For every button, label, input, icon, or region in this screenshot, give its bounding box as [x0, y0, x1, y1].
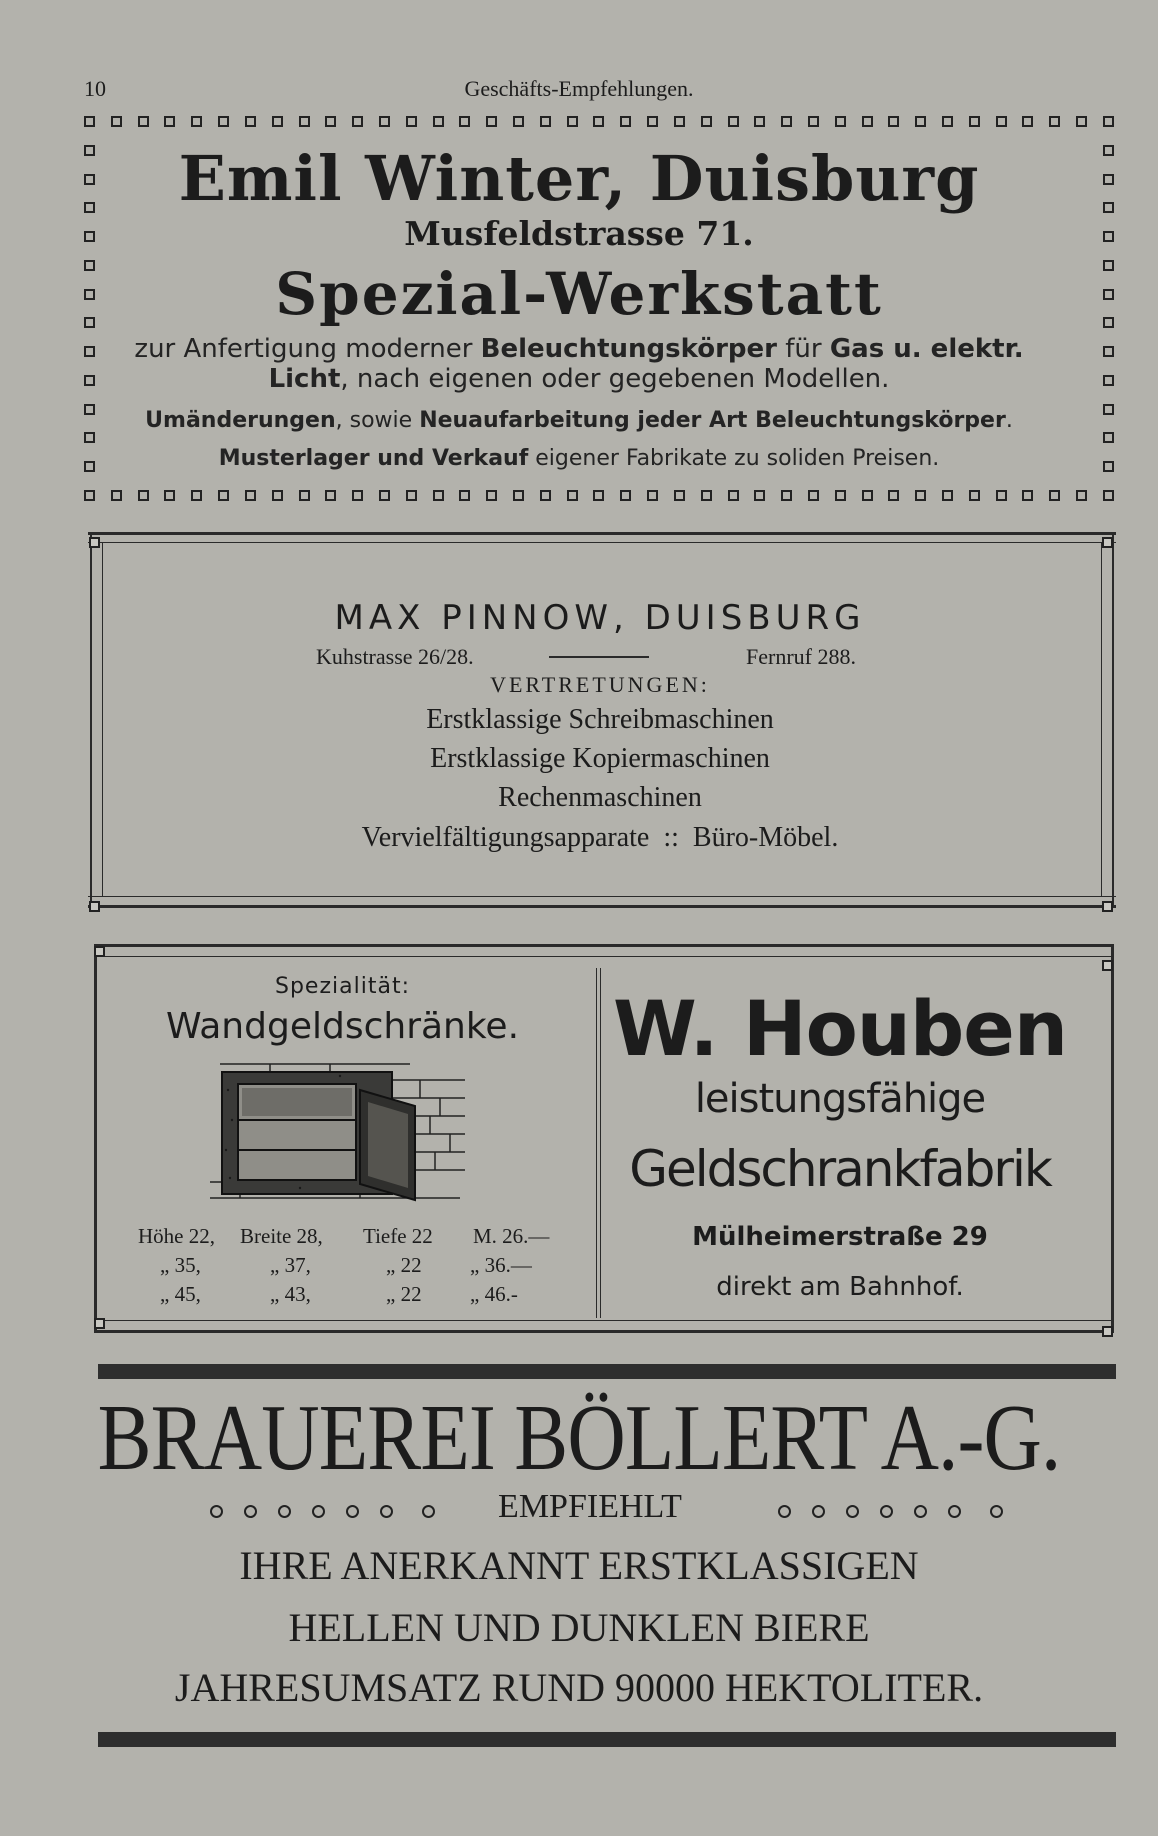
circle-ornament — [990, 1505, 1003, 1518]
square-ornament — [379, 490, 390, 501]
max-heading: VERTRETUNGEN: — [490, 672, 710, 697]
square-ornament — [325, 490, 336, 501]
square-ornament — [84, 490, 95, 501]
square-ornament — [486, 116, 497, 127]
square-ornament — [513, 116, 524, 127]
price-cell: Tiefe 22 — [363, 1224, 433, 1248]
square-ornament — [191, 490, 202, 501]
box-rule-top-inner — [94, 956, 1114, 957]
emil-line-4-a: Musterlager und Verkauf — [218, 446, 529, 471]
price-cell: „ 36.— — [470, 1253, 532, 1277]
circle-ornament — [948, 1505, 961, 1518]
emil-line-1-b: Beleuchtungskörper — [480, 334, 777, 364]
square-ornament — [352, 490, 363, 501]
square-ornament — [218, 490, 229, 501]
price-cell: Breite 28, — [240, 1224, 323, 1248]
square-ornament — [299, 490, 310, 501]
max-item: Erstklassige Kopiermaschinen — [430, 743, 770, 774]
circle-ornament — [778, 1505, 791, 1518]
square-ornament — [701, 116, 712, 127]
running-title: Geschäfts-Empfehlungen. — [464, 76, 694, 101]
square-ornament — [754, 490, 765, 501]
square-ornament — [915, 490, 926, 501]
corner-ornament — [1102, 901, 1113, 912]
square-ornament — [674, 116, 685, 127]
square-ornament — [888, 116, 899, 127]
square-ornament — [433, 490, 444, 501]
circle-ornament — [312, 1505, 325, 1518]
square-ornament — [1049, 116, 1060, 127]
square-ornament — [379, 116, 390, 127]
houben-location: direkt am Bahnhof. — [716, 1272, 964, 1302]
brewery-line-3: JAHRESUMSATZ RUND 90000 HEKTOLITER. — [174, 1665, 984, 1710]
corner-ornament — [89, 901, 100, 912]
specialty-label: Spezialität: — [275, 974, 410, 999]
square-ornament — [808, 490, 819, 501]
square-ornament — [728, 490, 739, 501]
square-ornament — [674, 490, 685, 501]
square-ornament — [620, 116, 631, 127]
square-ornament — [781, 490, 792, 501]
circle-ornament — [210, 1505, 223, 1518]
emil-line-3-a: Umänderungen — [145, 408, 336, 433]
square-ornament — [245, 490, 256, 501]
square-ornament — [835, 116, 846, 127]
square-ornament — [164, 116, 175, 127]
emil-title: Spezial-Werkstatt — [275, 260, 883, 328]
square-ornament — [138, 116, 149, 127]
circle-ornament — [812, 1505, 825, 1518]
square-ornament — [191, 116, 202, 127]
wall-safe-illustration — [210, 1060, 470, 1210]
price-cell: „ 45, — [160, 1282, 201, 1306]
emil-line-1 — [0, 334, 1158, 364]
dark-band-top — [98, 1364, 1116, 1379]
price-cell: M. 26.— — [473, 1224, 550, 1248]
square-ornament — [111, 116, 122, 127]
square-ornament — [325, 116, 336, 127]
emil-name: Emil Winter, Duisburg — [178, 142, 980, 215]
circle-ornament — [278, 1505, 291, 1518]
emil-line-3-d: . — [1005, 408, 1013, 433]
square-ornament — [996, 116, 1007, 127]
price-cell: „ 22 — [386, 1282, 422, 1306]
price-cell: „ 37, — [270, 1253, 311, 1277]
emil-line-2 — [0, 364, 1158, 394]
square-ornament — [1103, 490, 1114, 501]
square-ornament — [862, 116, 873, 127]
circle-ornament — [346, 1505, 359, 1518]
square-ornament — [84, 432, 95, 443]
square-ornament — [969, 490, 980, 501]
square-ornament — [513, 490, 524, 501]
square-ornament — [272, 116, 283, 127]
max-item: Vervielfältigungsapparate :: Büro-Möbel. — [361, 822, 839, 853]
box-rule-right — [1111, 944, 1114, 1333]
column-divider — [596, 968, 597, 1318]
square-ornament — [1049, 490, 1060, 501]
emil-line-1-d: Gas u. elektr. — [829, 334, 1024, 364]
emil-line-2-a: Licht — [268, 364, 341, 394]
square-ornament — [459, 490, 470, 501]
square-ornament — [969, 116, 980, 127]
houben-slogan-1: leistungsfähige — [694, 1076, 986, 1122]
product-name: Wandgeldschränke. — [165, 1006, 520, 1047]
dash-separator — [549, 656, 649, 658]
square-border-bottom — [84, 490, 1114, 501]
corner-ornament — [1102, 960, 1113, 971]
circle-ornament — [880, 1505, 893, 1518]
circle-ornament — [914, 1505, 927, 1518]
square-ornament — [406, 490, 417, 501]
price-cell: „ 35, — [160, 1253, 201, 1277]
emil-line-3 — [0, 408, 1158, 433]
square-ornament — [299, 116, 310, 127]
circle-ornament — [244, 1505, 257, 1518]
square-ornament — [1022, 116, 1033, 127]
square-ornament — [138, 490, 149, 501]
emil-line-3-c: Neuaufarbeitung jeder Art Beleuchtungskörper — [419, 408, 1006, 433]
square-ornament — [245, 116, 256, 127]
houben-street: Mülheimerstraße 29 — [692, 1222, 988, 1252]
square-ornament — [540, 490, 551, 501]
square-ornament — [433, 116, 444, 127]
square-ornament — [942, 490, 953, 501]
brewery-name: BRAUEREI BÖLLERT A.-G. — [97, 1386, 1061, 1490]
box-rule-bottom-inner — [94, 1320, 1114, 1321]
circle-ornament — [380, 1505, 393, 1518]
square-ornament — [218, 116, 229, 127]
box-rule-left — [94, 944, 97, 1333]
square-ornament — [272, 490, 283, 501]
emil-line-4-b: eigener Fabrikate zu soliden Preisen. — [528, 446, 940, 471]
corner-ornament — [89, 537, 100, 548]
max-street: Kuhstrasse 26/28. — [316, 644, 474, 669]
square-ornament — [835, 490, 846, 501]
square-ornament — [996, 490, 1007, 501]
square-ornament — [593, 116, 604, 127]
square-ornament — [567, 490, 578, 501]
square-border-top — [84, 116, 1114, 127]
houben-name: W. Houben — [613, 984, 1067, 1073]
houben-slogan-2: Geldschrankfabrik — [629, 1140, 1051, 1198]
emil-street: Musfeldstrasse 71. — [404, 214, 754, 253]
page-number: 10 — [84, 76, 106, 101]
corner-ornament — [94, 1318, 105, 1329]
emil-line-1-a: zur Anfertigung moderner — [134, 334, 481, 364]
square-ornament — [111, 490, 122, 501]
square-ornament — [942, 116, 953, 127]
square-ornament — [701, 490, 712, 501]
square-ornament — [1076, 490, 1087, 501]
corner-ornament — [1102, 1326, 1113, 1337]
brewery-line-1: IHRE ANERKANNT ERSTKLASSIGEN — [239, 1543, 919, 1588]
recommends-label: EMPFIEHLT — [498, 1488, 682, 1525]
price-cell: „ 22 — [386, 1253, 422, 1277]
brewery-line-2: HELLEN UND DUNKLEN BIERE — [288, 1605, 870, 1650]
square-ornament — [620, 490, 631, 501]
box-rule-bottom — [94, 1330, 1114, 1333]
emil-line-4 — [0, 446, 1158, 471]
square-ornament — [1103, 116, 1114, 127]
dark-band-bottom — [98, 1732, 1116, 1747]
square-ornament — [593, 490, 604, 501]
box-rule-top — [88, 532, 1116, 535]
square-ornament — [352, 116, 363, 127]
square-ornament — [164, 490, 175, 501]
corner-ornament — [94, 946, 105, 957]
square-ornament — [888, 490, 899, 501]
square-ornament — [647, 116, 658, 127]
price-cell: „ 46.- — [470, 1282, 518, 1306]
square-ornament — [459, 116, 470, 127]
square-ornament — [540, 116, 551, 127]
square-ornament — [486, 490, 497, 501]
price-cell: Höhe 22, — [138, 1224, 215, 1248]
square-ornament — [754, 116, 765, 127]
box-rule-bottom — [88, 905, 1116, 908]
square-ornament — [1076, 116, 1087, 127]
square-ornament — [84, 116, 95, 127]
square-ornament — [567, 116, 578, 127]
max-item: Rechenmaschinen — [498, 782, 702, 813]
price-cell: „ 43, — [270, 1282, 311, 1306]
square-ornament — [406, 116, 417, 127]
square-ornament — [1103, 432, 1114, 443]
emil-line-2-b: , nach eigenen oder gegebenen Modellen. — [340, 364, 890, 394]
max-name: MAX PINNOW, DUISBURG — [334, 598, 866, 638]
square-ornament — [915, 116, 926, 127]
square-ornament — [781, 116, 792, 127]
max-item: Erstklassige Schreibmaschinen — [426, 704, 774, 735]
square-ornament — [808, 116, 819, 127]
square-ornament — [647, 490, 658, 501]
box-rule-bottom-inner — [88, 896, 1116, 897]
circle-ornament — [422, 1505, 435, 1518]
max-phone: Fernruf 288. — [746, 644, 856, 669]
square-ornament — [862, 490, 873, 501]
circle-ornament — [846, 1505, 859, 1518]
box-rule-top — [94, 944, 1114, 947]
square-ornament — [728, 116, 739, 127]
square-ornament — [1022, 490, 1033, 501]
emil-line-3-b: , sowie — [335, 408, 420, 433]
box-rule-top-inner — [88, 542, 1116, 543]
corner-ornament — [1102, 537, 1113, 548]
emil-line-1-c: für — [776, 334, 830, 364]
